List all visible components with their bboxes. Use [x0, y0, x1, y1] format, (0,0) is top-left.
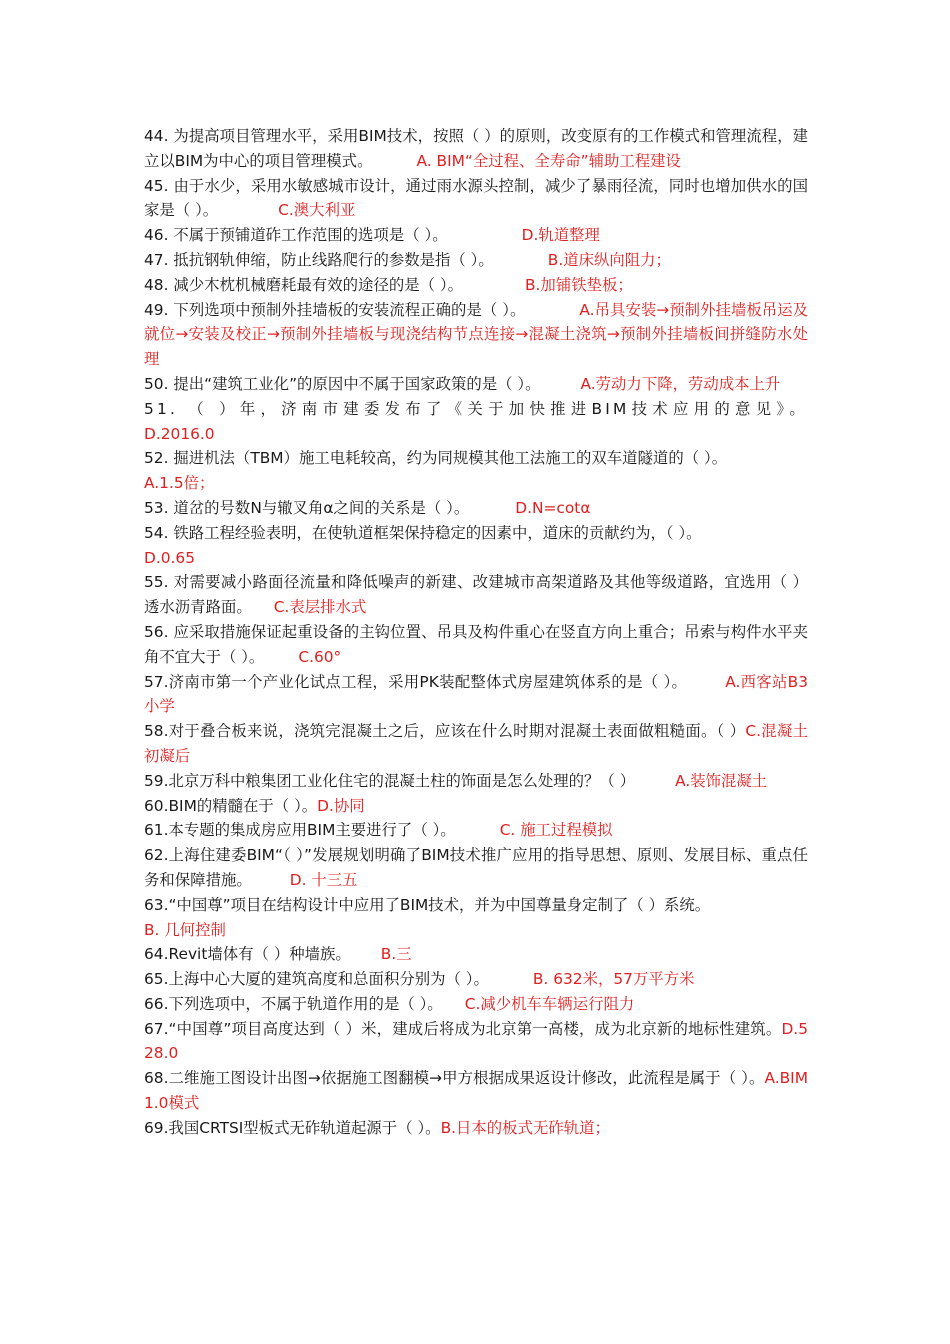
answer-text: A.吊具安装→预制外挂墙板吊运及就位→安装及校正→预制外挂墙板与现浇结构节点连接→混凝土浇筑→预制外挂墙板间拼缝防水处理 — [144, 300, 809, 369]
question-46 — [144, 223, 808, 248]
answer-text: D.0.65 — [144, 548, 196, 567]
answer-text: C.混凝土初凝后 — [144, 722, 809, 765]
question-49 — [144, 298, 808, 372]
question-53 — [144, 496, 808, 521]
question-text: 67.“中国尊”项目高度达到（ ）米，建成后将成为北京第一高楼，成为北京新的地标性建筑。 — [144, 1019, 782, 1038]
question-66 — [144, 992, 808, 1017]
answer-text: D. 十三五 — [289, 870, 358, 889]
question-65 — [144, 967, 808, 992]
question-text: 44. 为提高项目管理水平，采用BIM技术，按照（ ）的原则，改变原有的工作模式和管理流程，建立以BIM为中心的项目管理模式。 — [144, 127, 808, 170]
question-text: 47. 抵抗钢轨伸缩，防止线路爬行的参数是指（ ）。 — [144, 250, 494, 269]
question-45 — [144, 174, 808, 224]
question-56 — [144, 620, 808, 670]
answer-text: B.道床纵向阻力； — [547, 250, 671, 269]
question-69 — [144, 1116, 808, 1141]
answer-text: A.劳动力下降，劳动成本上升 — [580, 374, 781, 393]
question-text: 45. 由于水少，采用水敏感城市设计，通过雨水源头控制，减少了暴雨径流，同时也增加供水的国家是（ ）。 — [144, 176, 808, 220]
question-text: 56. 应采取措施保证起重设备的主钩位置、吊具及构件重心在竖直方向上重合；吊索与构件水平夹角不宜大于（ ）。 — [144, 622, 808, 666]
answer-text: C.60° — [298, 647, 342, 666]
question-text: 65.上海中心大厦的建筑高度和总面积分别为（ ）。 — [144, 970, 489, 989]
question-text: 66.下列选项中，不属于轨道作用的是（ ）。 — [144, 994, 443, 1013]
question-text: 64.Revit墙体有（ ）种墙族。 — [144, 945, 351, 964]
question-text: 69.我国CRTSⅠ型板式无砟轨道起源于（ ）。 — [144, 1118, 441, 1137]
answer-text: A.装饰混凝土 — [675, 771, 768, 790]
question-48 — [144, 273, 808, 298]
answer-text: D.528.0 — [144, 1019, 808, 1063]
question-text: 52. 掘进机法（TBM）施工电耗较高，约为同规模其他工法施工的双车道隧道的（ ）。 — [144, 449, 728, 468]
question-62 — [144, 843, 808, 893]
question-64 — [144, 942, 808, 967]
question-text: 57.济南市第一个产业化试点工程，采用PK装配整体式房屋建筑体系的是（ ）。 — [144, 672, 688, 691]
answer-text: B.三 — [380, 945, 412, 964]
question-67 — [144, 1017, 808, 1067]
question-57 — [144, 670, 808, 720]
answer-text: C.表层排水式 — [273, 598, 367, 617]
answer-text: B. 几何控制 — [144, 920, 226, 939]
answer-text: A.BIM1.0模式 — [144, 1069, 808, 1113]
answer-text: C.澳大利亚 — [278, 201, 356, 220]
question-text: 54. 铁路工程经验表明，在使轨道框架保持稳定的因素中，道床的贡献约为，（ ）。 — [144, 523, 702, 542]
answer-text: C.减少机车车辆运行阻力 — [464, 994, 635, 1013]
question-47 — [144, 248, 808, 273]
question-list — [144, 124, 808, 1141]
question-50 — [144, 372, 808, 397]
answer-text: A.西客站B3小学 — [144, 672, 808, 716]
question-60 — [144, 794, 808, 819]
question-text: 58.对于叠合板来说，浇筑完混凝土之后，应该在什么时期对混凝土表面做粗糙面。（ ） — [144, 722, 746, 741]
question-52 — [144, 446, 808, 496]
answer-text: C. 施工过程模拟 — [499, 821, 613, 840]
question-63 — [144, 893, 808, 943]
question-text: 48. 减少木枕机械磨耗最有效的途径的是（ ）。 — [144, 275, 463, 294]
question-text: 51. （ ）年，济南市建委发布了《关于加快推进BIM技术应用的意见》。 — [144, 399, 808, 418]
question-58 — [144, 719, 808, 769]
answer-text: B. 632米，57万平方米 — [532, 970, 695, 989]
question-text: 61.本专题的集成房应用BIM主要进行了（ ）。 — [144, 821, 456, 840]
question-55 — [144, 570, 808, 620]
question-51-answer — [144, 422, 808, 447]
question-text: 60.BIM的精髓在于（ ）。 — [144, 796, 318, 815]
question-59 — [144, 769, 808, 794]
question-44 — [144, 124, 808, 174]
answer-text: B.加铺铁垫板； — [524, 275, 633, 294]
answer-text: D.2016.0 — [144, 424, 215, 443]
question-text: 62.上海住建委BIM“（ ）”发展规划明确了BIM技术推广应用的指导思想、原则、发展目标、重点任务和保障措施。 — [144, 846, 808, 889]
question-text: 46. 不属于预铺道砟工作范围的选项是（ ）。 — [144, 226, 448, 245]
question-text: 53. 道岔的号数N与辙叉角α之间的关系是（ ）。 — [144, 498, 470, 517]
question-61 — [144, 818, 808, 843]
question-text: 50. 提出“建筑工业化”的原因中不属于国家政策的是（ ）。 — [144, 374, 541, 393]
answer-text: D.N=cotα — [515, 498, 591, 517]
question-text: 55. 对需要减小路面径流量和降低噪声的新建、改建城市高架道路及其他等级道路，宜选用（ ）透水沥青路面。 — [144, 573, 808, 617]
answer-text: D.协同 — [317, 796, 365, 815]
answer-text: A.1.5倍； — [144, 474, 215, 493]
answer-text: A. BIM“全过程、全寿命”辅助工程建设 — [416, 151, 681, 170]
question-text: 68.二维施工图设计出图→依据施工图翻模→甲方根据成果返设计修改，此流程是属于（ ）。 — [144, 1069, 765, 1088]
question-text: 63.“中国尊”项目在结构设计中应用了BIM技术，并为中国尊量身定制了（ ）系统。 — [144, 895, 711, 914]
answer-text: B.日本的板式无砟轨道； — [440, 1118, 610, 1137]
question-51 — [144, 397, 808, 422]
question-68 — [144, 1066, 808, 1116]
question-text: 59.北京万科中粮集团工业化住宅的混凝土柱的饰面是怎么处理的？（ ） — [144, 771, 636, 790]
question-54 — [144, 521, 808, 571]
answer-text: D.轨道整理 — [521, 226, 600, 245]
question-text: 49. 下列选项中预制外挂墙板的安装流程正确的是（ ）。 — [144, 300, 526, 319]
